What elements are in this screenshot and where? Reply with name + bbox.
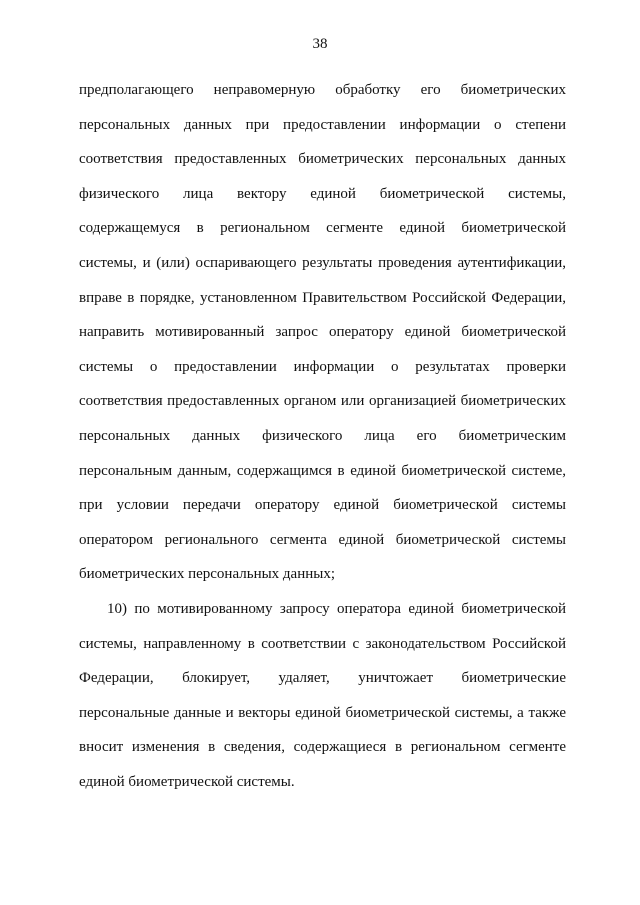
text-line: вносит изменения в сведения, содержащиеся в региональном сегменте <box>79 739 566 756</box>
text-line: системы, и (или) оспаривающего результаты проведения аутентификации, <box>79 254 566 271</box>
text-line: соответствия предоставленных биометрических персональных данных <box>79 151 566 168</box>
text-line: единой биометрической системы. <box>79 773 295 790</box>
text-line: вправе в порядке, установленном Правительством Российской Федерации, <box>79 289 566 306</box>
text-line: персональным данным, содержащимся в единой биометрической системе, <box>79 462 566 479</box>
page-number: 38 <box>312 36 328 52</box>
text-line: персональных данных физического лица его биометрическим <box>79 427 566 444</box>
paragraph-start-line: 10) по мотивированному запросу оператора единой биометрической <box>107 600 566 617</box>
text-line: соответствия предоставленных органом или организацией биометрических <box>79 393 566 410</box>
text-line: системы о предоставлении информации о результатах проверки <box>79 358 566 375</box>
text-line: персональные данные и векторы единой биометрической системы, а также <box>79 704 566 721</box>
text-line: оператором регионального сегмента единой биометрической системы <box>79 531 566 548</box>
text-line: содержащемуся в региональном сегменте единой биометрической <box>79 220 566 237</box>
document-body <box>79 73 566 799</box>
text-line: биометрических персональных данных; <box>79 566 336 583</box>
text-line: направить мотивированный запрос оператору единой биометрической <box>79 324 566 341</box>
text-line: предполагающего неправомерную обработку его биометрических <box>79 82 566 98</box>
text-line: при условии передачи оператору единой биометрической системы <box>79 497 566 514</box>
text-line: системы, направленному в соответствии с законодательством Российской <box>79 635 566 652</box>
text-line: персональных данных при предоставлении информации о степени <box>79 116 566 133</box>
text-line: физического лица вектору единой биометрической системы, <box>79 185 566 202</box>
text-line: Федерации, блокирует, удаляет, уничтожает биометрические <box>79 670 566 687</box>
